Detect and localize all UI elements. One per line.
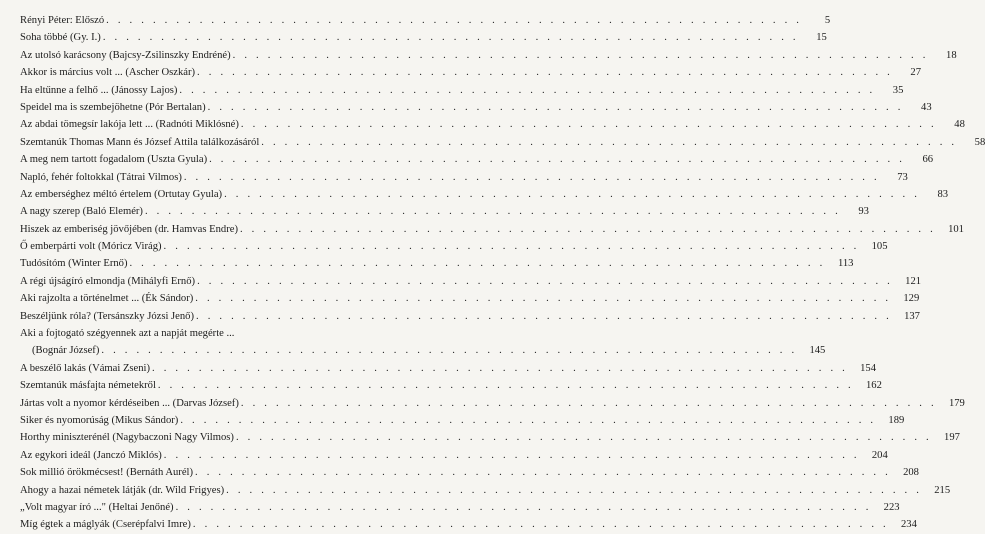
entry-page: 137 [904,310,920,322]
toc-entry [20,516,917,533]
entry-title: Ő emberpárti volt (Móricz Virág) [20,241,162,253]
entry-page: 223 [883,501,900,513]
toc-entry-continuation [20,342,826,359]
entry-page: 113 [837,258,854,270]
leader-dots [240,221,936,238]
entry-page: 66 [922,154,934,166]
leader-dots [152,360,848,377]
entry-page: 27 [910,67,922,79]
entry-title: Sok millió örökmécsest! (Bernáth Aurél) [20,467,193,479]
leader-dots [197,273,893,290]
entry-title: A régi újságíró elmondja (Mihályfi Ernő) [20,275,196,287]
entry-title: Beszéljünk róla? (Tersánszky Józsi Jenő) [20,310,194,322]
entry-title: Az abdai tömegsír lakója lett ... (Radnóti Miklósné) [20,119,239,131]
entry-page: 35 [892,84,904,96]
leader-dots [106,12,802,29]
entry-page: 43 [921,101,932,113]
toc-entry [20,116,965,133]
entry-title: Hiszek az emberiség jövőjében (dr. Hamvas Endre) [20,223,238,235]
leader-dots [241,395,937,412]
leader-dots [209,151,905,168]
entry-page: 129 [903,293,920,305]
toc-entry [20,290,920,307]
leader-dots [129,255,825,272]
entry-title: Míg égtek a máglyák (Cserépfalvi Imre) [20,519,191,531]
toc-entry [20,82,904,99]
leader-dots [261,134,957,151]
entry-page: 58 [974,136,985,148]
toc-entry [20,360,876,377]
entry-title: Siker és nyomorúság (Mikus Sándor) [20,414,179,426]
toc-entry [20,429,960,446]
leader-dots [236,429,932,446]
entry-page: 48 [954,119,965,131]
entry-title: Az egykori ideál (Janczó Miklós) [20,449,162,461]
entry-page: 234 [901,519,917,531]
entry-title: Tudósítóm (Winter Ernő) [20,258,128,270]
toc-entry [20,447,888,464]
entry-title: Aki a fojtogató szégyennek azt a napját megérte ... [20,328,235,340]
leader-dots [179,82,875,99]
entry-title: Soha többé (Gy. I.) [20,32,101,44]
entry-title: A meg nem tartott fogadalom (Uszta Gyula) [20,154,208,166]
toc-entry [20,99,932,116]
entry-title: Aki rajzolta a történelmet ... (Ék Sándor) [20,293,194,305]
toc-entry [20,255,854,272]
entry-page: 204 [871,449,888,461]
entry-title: Szemtanúk Thomas Mann és József Attila találkozásáról [20,136,260,148]
entry-title: Rényi Péter: Előszó [20,15,105,26]
entry-title: Napló, fehér foltokkal (Tátrai Vilmos) [20,171,182,183]
entry-page: 208 [903,467,919,479]
entry-page: 18 [946,49,957,61]
toc-entry [20,238,888,255]
leader-dots [145,203,841,220]
leader-dots [164,238,860,255]
leader-dots [226,482,922,499]
toc-entry [20,47,957,64]
entry-title: A nagy szerep (Baló Elemér) [20,206,143,218]
leader-dots [193,516,889,533]
toc-entry [20,169,908,186]
entry-title: Speidel ma is szembejöhetne (Pór Bertalan) [20,101,206,113]
toc-entry [20,221,964,238]
toc-entry [20,482,951,499]
toc-entry [20,186,949,203]
entry-page: 215 [934,484,951,496]
entry-title: A beszélő lakás (Vámai Zseni) [20,362,151,374]
toc-entry [20,151,934,168]
entry-page: 5 [824,15,831,26]
entry-title: Az utolsó karácsony (Bajcsy-Zsilinszky Endréné) [20,49,231,61]
entry-title: Akkor is március volt ... (Ascher Oszkár) [20,67,196,79]
entry-title: „Volt magyar író ..." (Heltai Jenőné) [20,501,174,513]
entry-page: 105 [871,241,888,253]
entry-page: 145 [809,345,826,357]
toc-entry [20,203,869,220]
leader-dots [197,64,893,81]
toc-entry [20,464,919,481]
leader-dots [196,308,892,325]
entry-page: 162 [865,380,882,392]
entry-page: 73 [897,171,908,183]
toc-entry-first-line [20,325,379,342]
leader-dots [224,186,920,203]
entry-page: 15 [816,32,827,44]
entry-page: 93 [858,206,869,218]
leader-dots [164,447,860,464]
toc-entry [20,377,882,394]
leader-dots [101,342,797,359]
leader-dots [184,169,880,186]
toc-entry [20,412,905,429]
leader-dots [233,47,929,64]
table-of-contents [20,12,985,534]
toc-entry [20,273,922,290]
toc-entry [20,64,922,81]
entry-title: Horthy miniszterénél (Nagybaczoni Nagy Vilmos) [20,432,234,444]
entry-title: Ha eltűnne a felhő ... (Jánossy Lajos) [20,84,178,96]
entry-page: 121 [905,275,922,287]
toc-entry [20,29,827,46]
toc-entry [20,395,965,412]
leader-dots [241,116,937,133]
entry-page: 83 [937,188,949,200]
entry-title: (Bognár József) [32,345,100,357]
leader-dots [158,377,854,394]
entry-title: Ahogy a hazai németek látják (dr. Wild Frigyes) [20,484,225,496]
entry-title: Az emberséghez méltó értelem (Ortutay Gyula) [20,188,223,200]
toc-entry [20,499,900,516]
entry-page: 197 [944,432,960,444]
entry-page: 189 [888,414,905,426]
toc-entry [20,12,831,29]
leader-dots [195,290,891,307]
entry-title: Szemtanúk másfajta németekről [20,380,156,392]
entry-page: 179 [948,397,965,409]
entry-title: Jártas volt a nyomor kérdéseiben ... (Darvas József) [20,397,239,409]
leader-dots [180,412,876,429]
leader-dots [195,464,891,481]
leader-dots [103,29,799,46]
entry-page: 101 [948,223,964,235]
entry-page: 154 [860,362,876,374]
leader-dots [176,499,872,516]
toc-entry [20,134,985,151]
toc-entry [20,308,920,325]
leader-dots [208,99,904,116]
